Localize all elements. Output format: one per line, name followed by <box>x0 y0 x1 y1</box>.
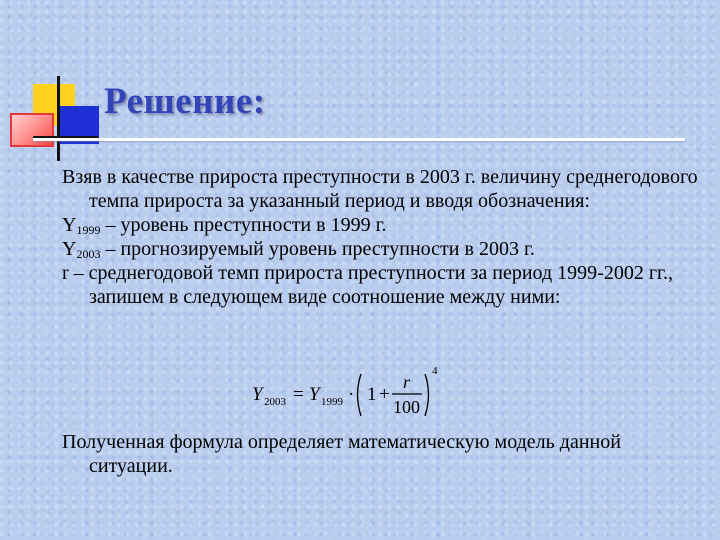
definition-y1999 <box>62 213 702 237</box>
definition-text: – прогнозируемый уровень преступности в 2003 г. <box>100 238 535 260</box>
formula-one: 1 <box>367 384 377 405</box>
pink-square <box>10 113 54 147</box>
vertical-line <box>57 76 60 161</box>
formula-rhs: Y <box>309 384 320 405</box>
formula-numerator: r <box>403 372 411 392</box>
formula-dot: · <box>348 384 355 405</box>
conclusion-paragraph: Полученная формула определяет математическую модель данной ситуации. <box>62 431 621 477</box>
formula <box>252 362 452 422</box>
formula-rhs-sub: 1999 <box>321 396 343 408</box>
formula-lhs-sub: 2003 <box>264 396 286 408</box>
formula-plus: + <box>379 384 390 405</box>
slide-title: Решение: <box>104 81 266 122</box>
symbol-subscript: 1999 <box>76 223 101 237</box>
body-text <box>62 165 702 309</box>
right-paren <box>425 374 429 416</box>
title-underline <box>33 138 685 141</box>
formula-denominator: 100 <box>393 397 420 417</box>
symbol-subscript: 2003 <box>76 247 101 261</box>
definition-y2003 <box>62 237 702 261</box>
formula-equals: = <box>293 384 304 405</box>
definition-r: r – среднегодовой темп прироста преступности за период 1999-2002 гг., запишем в следующем виде соотношение между ними: <box>62 262 673 308</box>
definition-text: – уровень преступности в 1999 г. <box>100 214 387 236</box>
left-paren <box>358 374 362 416</box>
intro-paragraph: Взяв в качестве прироста преступности в 2003 г. величину среднегодового темпа прироста за указанный период и вводя обозначения: <box>62 166 698 212</box>
decorative-squares-logo <box>0 0 110 170</box>
conclusion-block <box>62 430 702 478</box>
formula-lhs: Y <box>252 384 263 405</box>
symbol: Y <box>62 214 77 236</box>
formula-exponent: 4 <box>432 365 438 377</box>
symbol: Y <box>62 238 77 260</box>
formula-svg <box>252 362 452 422</box>
